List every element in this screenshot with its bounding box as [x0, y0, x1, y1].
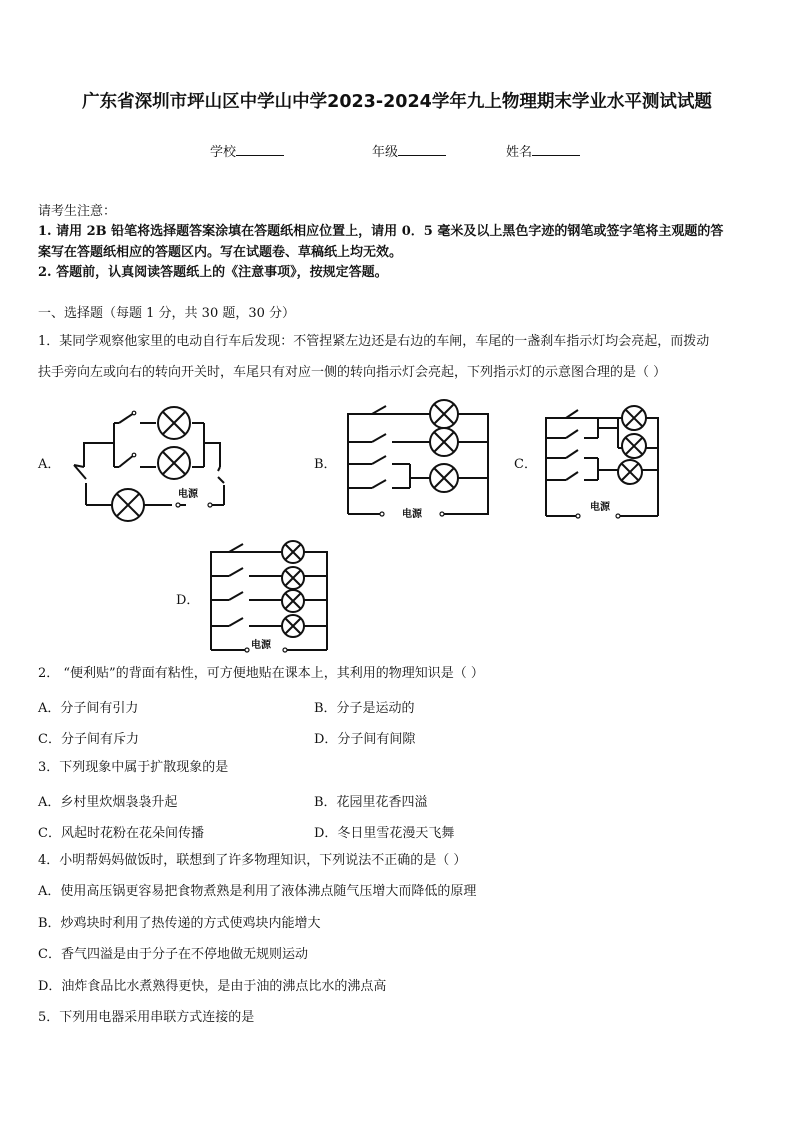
q3-option-a[interactable]: A．乡村里炊烟袅袅升起 [38, 795, 178, 810]
q2-option-d[interactable]: D．分子间有间隙 [314, 732, 416, 747]
q2-stem: 2． “便利贴”的背面有粘性，可方便地贴在课本上，其利用的物理知识是（ ） [38, 666, 484, 681]
power-label-b: 电源 [402, 509, 422, 520]
section-heading: 一、选择题（每题 1 分，共 30 题，30 分） [38, 306, 296, 321]
q1-stem-2: 扶手旁向左或向右的转向开关时，车尾只有对应一侧的转向指示灯会亮起，下列指示灯的示意图合理的是（ ） [38, 365, 667, 380]
q4-option-c[interactable]: C．香气四溢是由于分子在不停地做无规则运动 [38, 947, 308, 962]
circuit-diagram-a [62, 405, 242, 525]
q1-option-b-label[interactable]: B． [314, 457, 337, 472]
q4-option-d[interactable]: D．油炸食品比水煮熟得更快，是由于油的沸点比水的沸点高 [38, 979, 387, 994]
notice-line-1: 1. 请用 2B 铅笔将选择题答案涂填在答题纸相应位置上，请用 0．5 毫米及以上黑色字迹的钢笔或签字笔将主观题的答 [38, 224, 724, 239]
q1-option-d-label[interactable]: D． [176, 593, 200, 608]
q2-option-c[interactable]: C．分子间有斥力 [38, 732, 139, 747]
q4-option-a[interactable]: A．使用高压锅更容易把食物煮熟是利用了液体沸点随气压增大而降低的原理 [38, 884, 477, 899]
q4-stem: 4．小明帮妈妈做饭时，联想到了许多物理知识，下列说法不正确的是（ ） [38, 853, 467, 868]
grade-field[interactable]: 年级 [372, 141, 446, 160]
q2-option-b[interactable]: B．分子是运动的 [314, 701, 415, 716]
q5-stem: 5．下列用电器采用串联方式连接的是 [38, 1010, 255, 1025]
notice-heading: 请考生注意： [38, 204, 117, 219]
student-info-fields [0, 141, 794, 161]
q3-stem: 3．下列现象中属于扩散现象的是 [38, 760, 229, 775]
power-label-a: 电源 [178, 489, 198, 500]
power-label-c: 电源 [590, 502, 610, 513]
q1-stem-1: 1．某同学观察他家里的电动自行车后发现：不管捏紧左边还是右边的车闸，车尾的一盏刹车指示灯均会亮起，而拨动 [38, 334, 710, 349]
circuit-diagram-b [338, 402, 498, 524]
q3-option-c[interactable]: C．风起时花粉在花朵间传播 [38, 826, 204, 841]
q2-option-a[interactable]: A．分子间有引力 [38, 701, 139, 716]
power-label-d: 电源 [251, 640, 271, 651]
notice-line-2: 案写在答题纸相应的答题区内。写在试题卷、草稿纸上均无效。 [38, 245, 403, 260]
q3-option-b[interactable]: B．花园里花香四溢 [314, 795, 428, 810]
circuit-diagram-d [205, 540, 335, 656]
school-field[interactable]: 学校 [210, 141, 284, 160]
q3-option-d[interactable]: D．冬日里雪花漫天飞舞 [314, 826, 455, 841]
q1-option-c-label[interactable]: C． [514, 457, 537, 472]
circuit-diagram-c [538, 400, 668, 520]
page-title: 广东省深圳市坪山区中学山中学2023-2024学年九上物理期末学业水平测试试题 [82, 92, 712, 112]
q1-option-a-label[interactable]: A． [38, 457, 61, 472]
q4-option-b[interactable]: B．炒鸡块时利用了热传递的方式使鸡块内能增大 [38, 916, 321, 931]
name-field[interactable]: 姓名 [506, 141, 580, 160]
notice-line-3: 2. 答题前，认真阅读答题纸上的《注意事项》，按规定答题。 [38, 265, 388, 280]
